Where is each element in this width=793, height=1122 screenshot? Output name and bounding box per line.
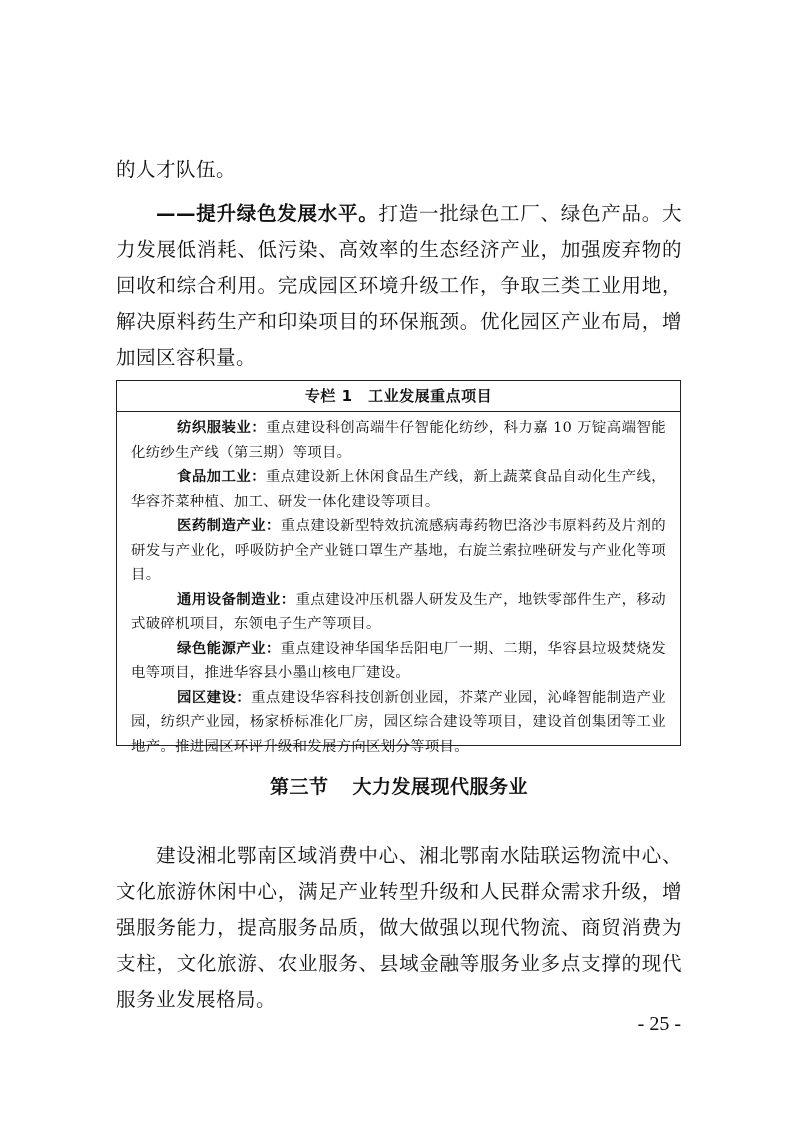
section-heading (116, 773, 682, 801)
paragraph-lead-heading: ——提升绿色发展水平。 (156, 202, 379, 225)
box-item-label: 食品加工业： (177, 469, 266, 485)
box-item-label: 通用设备制造业： (177, 591, 296, 608)
box-item-equipment (131, 588, 666, 637)
box-item-textile (131, 416, 666, 465)
box-item-text: 重点建设华容科技创新创业园，芥菜产业园，沁峰智能制造产业园，纺织产业园，杨家桥标准化厂房，园区综合建设等项目，建设首创集团等工业地产。推进园区环评升级和发展方向区划分等项目。 (131, 689, 666, 755)
box-item-text: 重点建设神华国华岳阳电厂一期、二期，华容县垃圾焚烧发电等项目，推进华容县小墨山核电厂建设。 (131, 640, 666, 681)
box-item-text: 重点建设科创高端牛仔智能化纺纱，科力嘉 10 万锭高端智能化纺纱生产线（第三期）等项目。 (131, 420, 666, 461)
page-number: - 25 - (637, 1013, 681, 1035)
paragraph-text: 的人才队伍。 (116, 158, 237, 181)
box-item-text: 重点建设新型特效抗流感病毒药物巴洛沙韦原料药及片剂的研发与产业化，呼吸防护全产业链口罩生产基地，右旋兰索拉唑研发与产业化等项目。 (131, 518, 666, 583)
box-item-label: 园区建设： (177, 689, 252, 706)
box-item-green-energy (131, 637, 666, 686)
feature-box-body (117, 412, 680, 759)
paragraph-text: 打造一批绿色工厂、绿色产品。大力发展低消耗、低污染、高效率的生态经济产业，加强废弃物的回收和综合利用。完成园区环境升级工作，争取三类工业用地，解决原料药生产和印染项目的环保瓶颈。优化园区产业布局，增加园区容积量。 (116, 202, 682, 369)
box-item-text: 重点建设冲压机器人研发及生产，地铁零部件生产，移动式破碎机项目，东领电子生产等项目。 (131, 591, 666, 632)
box-item-label: 绿色能源产业： (177, 640, 281, 657)
paragraph-services (116, 838, 682, 1018)
box-item-pharma (131, 514, 666, 588)
section-number: 第三节 (269, 776, 329, 798)
paragraph-continuation (116, 152, 682, 188)
feature-box-title: 专栏 1 工业发展重点项目 (117, 381, 680, 412)
box-item-food (131, 465, 666, 514)
box-item-text: 重点建设新上休闲食品生产线，新上蔬菜食品自动化生产线，华容芥菜种植、加工、研发一体化建设等项目。 (131, 469, 666, 510)
section-title: 大力发展现代服务业 (352, 776, 529, 798)
paragraph-green-development (116, 196, 682, 376)
box-item-park (131, 686, 666, 760)
paragraph-text: 建设湘北鄂南区域消费中心、湘北鄂南水陆联运物流中心、文化旅游休闲中心，满足产业转型升级和人民群众需求升级，增强服务能力，提高服务品质，做大做强以现代物流、商贸消费为支柱，文化旅游、农业服务、县域金融等服务业多点支撑的现代服务业发展格局。 (116, 844, 682, 1011)
box-item-label: 纺织服装业： (177, 420, 267, 436)
feature-box (116, 380, 681, 755)
box-item-label: 医药制造产业： (177, 518, 281, 534)
